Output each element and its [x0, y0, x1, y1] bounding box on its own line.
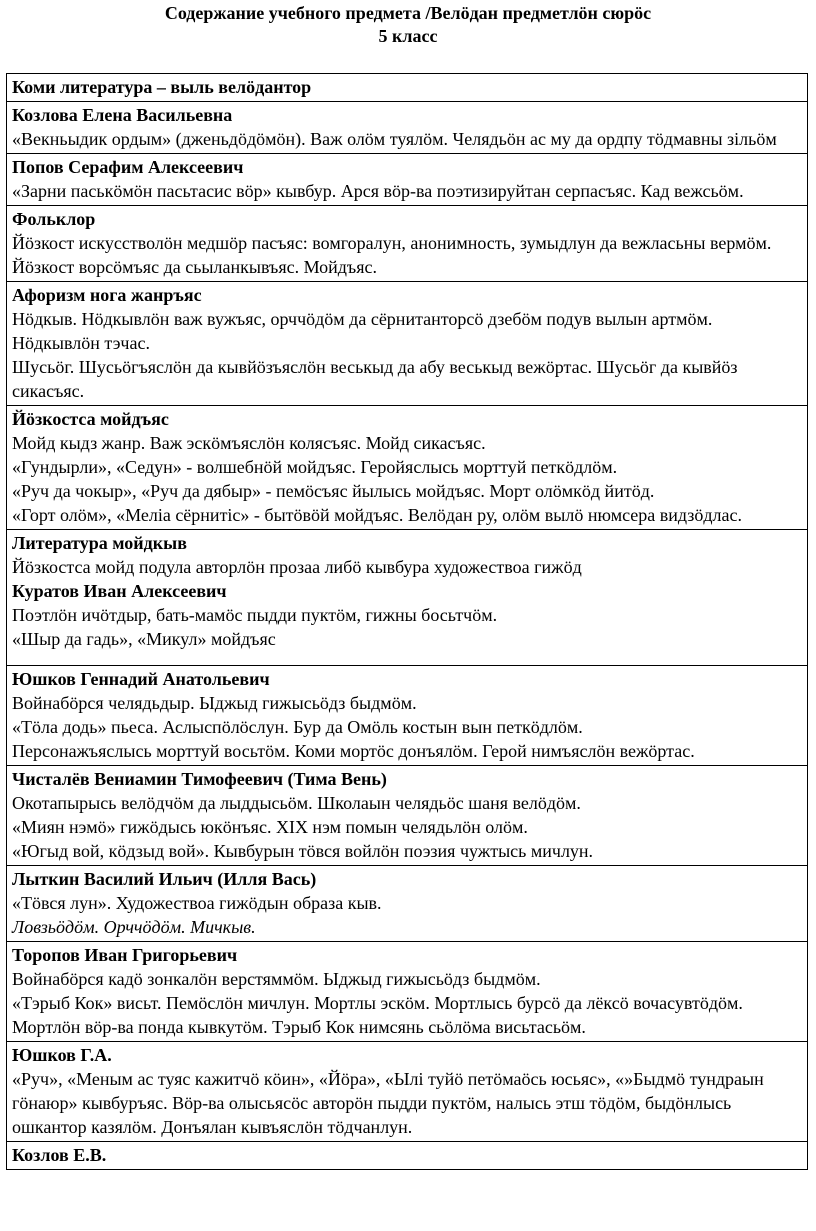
- table-row: [7, 530, 808, 666]
- section-cell: [7, 766, 808, 866]
- section-heading: Куратов Иван Алексеевич: [12, 581, 227, 601]
- section-cell: [7, 74, 808, 102]
- section-heading: Афоризм нога жанръяс: [12, 285, 202, 305]
- section-text: «Гундырли», «Седун» - волшебнӧй мойдъяс. Геройяслысь морттуй петкӧдлӧм.: [12, 457, 618, 477]
- table-row: [7, 154, 808, 206]
- section-cell: [7, 942, 808, 1042]
- content-table-body: [7, 74, 808, 1170]
- section-text: «Руч да чокыр», «Руч да дябыр» - пемӧсъяс йылысь мойдъяс. Морт олӧмкӧд йитӧд.: [12, 481, 655, 501]
- section-text: Мойд кыдз жанр. Важ эскӧмъяслӧн колясъяс. Мойд сикасъяс.: [12, 433, 486, 453]
- section-text: «Югыд вой, кӧдзыд вой». Кывбурын тӧвся войлӧн поэзия чужтысь мичлун.: [12, 841, 594, 861]
- table-row: [7, 666, 808, 766]
- section-heading: Литература мойдкыв: [12, 533, 187, 553]
- section-text: Войнабӧрся кадӧ зонкалӧн верстяммӧм. Ыджыд гижысьӧдз быдмӧм.: [12, 969, 541, 989]
- page-title-line-2: 5 класс: [378, 26, 438, 46]
- section-text: Нӧдкыв. Нӧдкывлӧн важ вужъяс, орччӧдӧм да сёрнитанторсӧ дзебӧм подув вылын артмӧм. Нӧдкывлӧн тэчас.: [12, 309, 713, 353]
- section-text: «Зарни паськӧмӧн пасьтасис вӧр» кывбур. Арся вӧр-ва поэтизируйтан серпасъяс. Кад вежсьӧм.: [12, 181, 744, 201]
- section-heading: Чисталёв Вениамин Тимофеевич (Тима Вень): [12, 769, 387, 789]
- section-heading: Попов Серафим Алексеевич: [12, 157, 244, 177]
- section-text: Йӧзкост искусстволӧн медшӧр пасъяс: вомгоралун, анонимность, зумыдлун да вежласьны вермӧм. Йӧзкост ворсӧмъяс да сьыланкывъяс. Мойдъяс.: [12, 233, 772, 277]
- section-heading: Козлова Елена Васильевна: [12, 105, 233, 125]
- table-row: [7, 206, 808, 282]
- section-cell: [7, 1042, 808, 1142]
- section-cell: [7, 406, 808, 530]
- section-cell: [7, 866, 808, 942]
- section-cell: [7, 666, 808, 766]
- section-heading: Фольклор: [12, 209, 96, 229]
- section-text: «Шыр да гадь», «Микул» мойдъяс: [12, 629, 276, 649]
- section-heading: Юшков Г.А.: [12, 1045, 112, 1065]
- section-text: Персонажъяслысь морттуй восьтӧм. Коми мортӧс донъялӧм. Герой нимъяслӧн вежӧртас.: [12, 741, 695, 761]
- section-cell: [7, 102, 808, 154]
- section-text: «Горт олӧм», «Меліа сёрнитіс» - бытӧвӧй мойдъяс. Велӧдан ру, олӧм вылӧ нюмсера видзӧдлас.: [12, 505, 743, 525]
- table-row: [7, 1042, 808, 1142]
- section-cell: [7, 282, 808, 406]
- section-text: Шусьӧг. Шусьӧгъяслӧн да кывйӧзъяслӧн веськыд да абу веськыд вежӧртас. Шусьӧг да кывйӧз сикасъяс.: [12, 357, 738, 401]
- section-text: «Векньыдик ордым» (дженьдӧдӧмӧн). Важ олӧм туялӧм. Челядьӧн ас му да ордпу тӧдмавны зiльӧм: [12, 129, 777, 149]
- section-text: Войнабӧрся челядьдыр. Ыджыд гижысьӧдз быдмӧм.: [12, 693, 417, 713]
- section-cell: [7, 1142, 808, 1170]
- table-row: [7, 766, 808, 866]
- section-text: Окотапырысь велӧдчӧм да лыддысьӧм. Школаын челядьӧс шаня велӧдӧм.: [12, 793, 581, 813]
- table-row: [7, 942, 808, 1042]
- row-spacer: [12, 651, 803, 663]
- section-text: «Тӧла додь» пьеса. Аслыспӧлӧслун. Бур да Омӧль костын вын петкӧдлӧм.: [12, 717, 583, 737]
- section-heading: Коми литература – выль велӧдантор: [12, 77, 312, 97]
- section-heading: Козлов Е.В.: [12, 1145, 107, 1165]
- page-title: [0, 2, 816, 48]
- section-heading: Торопов Иван Григорьевич: [12, 945, 238, 965]
- table-row: [7, 74, 808, 102]
- section-heading: Йӧзкостса мойдъяс: [12, 409, 169, 429]
- section-text: «Миян нэмӧ» гижӧдысь юкӧнъяс. XIX нэм помын челядьлӧн олӧм.: [12, 817, 528, 837]
- section-text: «Тэрыб Кок» висьт. Пемӧслӧн мичлун. Мортлы эскӧм. Мортлысь бурсӧ да лёксӧ вочасувтӧдӧм. Мортлӧн вӧр-ва понда кывкутӧм. Тэрыб Кок нимсянь сьӧлӧма висьтасьӧм.: [12, 993, 743, 1037]
- section-cell: [7, 530, 808, 666]
- section-text: Йӧзкостса мойд подула авторлӧн прозаа либӧ кывбура художествоа гижӧд: [12, 557, 582, 577]
- table-row: [7, 1142, 808, 1170]
- section-heading: Лыткин Василий Ильич (Илля Вась): [12, 869, 317, 889]
- section-text: «Тӧвся лун». Художествоа гижӧдын образа кыв.: [12, 893, 382, 913]
- table-row: [7, 282, 808, 406]
- table-row: [7, 866, 808, 942]
- section-heading: Юшков Геннадий Анатольевич: [12, 669, 270, 689]
- section-text: Ловзьӧдӧм. Орччӧдӧм. Мичкыв.: [12, 917, 256, 937]
- section-cell: [7, 206, 808, 282]
- table-row: [7, 406, 808, 530]
- section-text: Поэтлӧн ичӧтдыр, бать-мамӧс пыдди пуктӧм, гижны босьтчӧм.: [12, 605, 498, 625]
- content-table: [6, 73, 808, 1170]
- section-cell: [7, 154, 808, 206]
- table-row: [7, 102, 808, 154]
- section-text: «Руч», «Меным ас туяс кажитчӧ кӧин», «Йӧра», «Ылі туйӧ петӧмаӧсь юсьяс», «»Быдмӧ тундраын гӧнаюр» кывбуръяс. Вӧр-ва олысьясӧс авторӧн пыдди пуктӧм, налысь этш тӧдӧм, быдӧнлысь ошкантор казялӧм. Донъялан кывъяслӧн тӧдчанлун.: [12, 1069, 764, 1137]
- page-title-line-1: Содержание учебного предмета /Велӧдан предметлӧн сюрӧс: [164, 3, 652, 23]
